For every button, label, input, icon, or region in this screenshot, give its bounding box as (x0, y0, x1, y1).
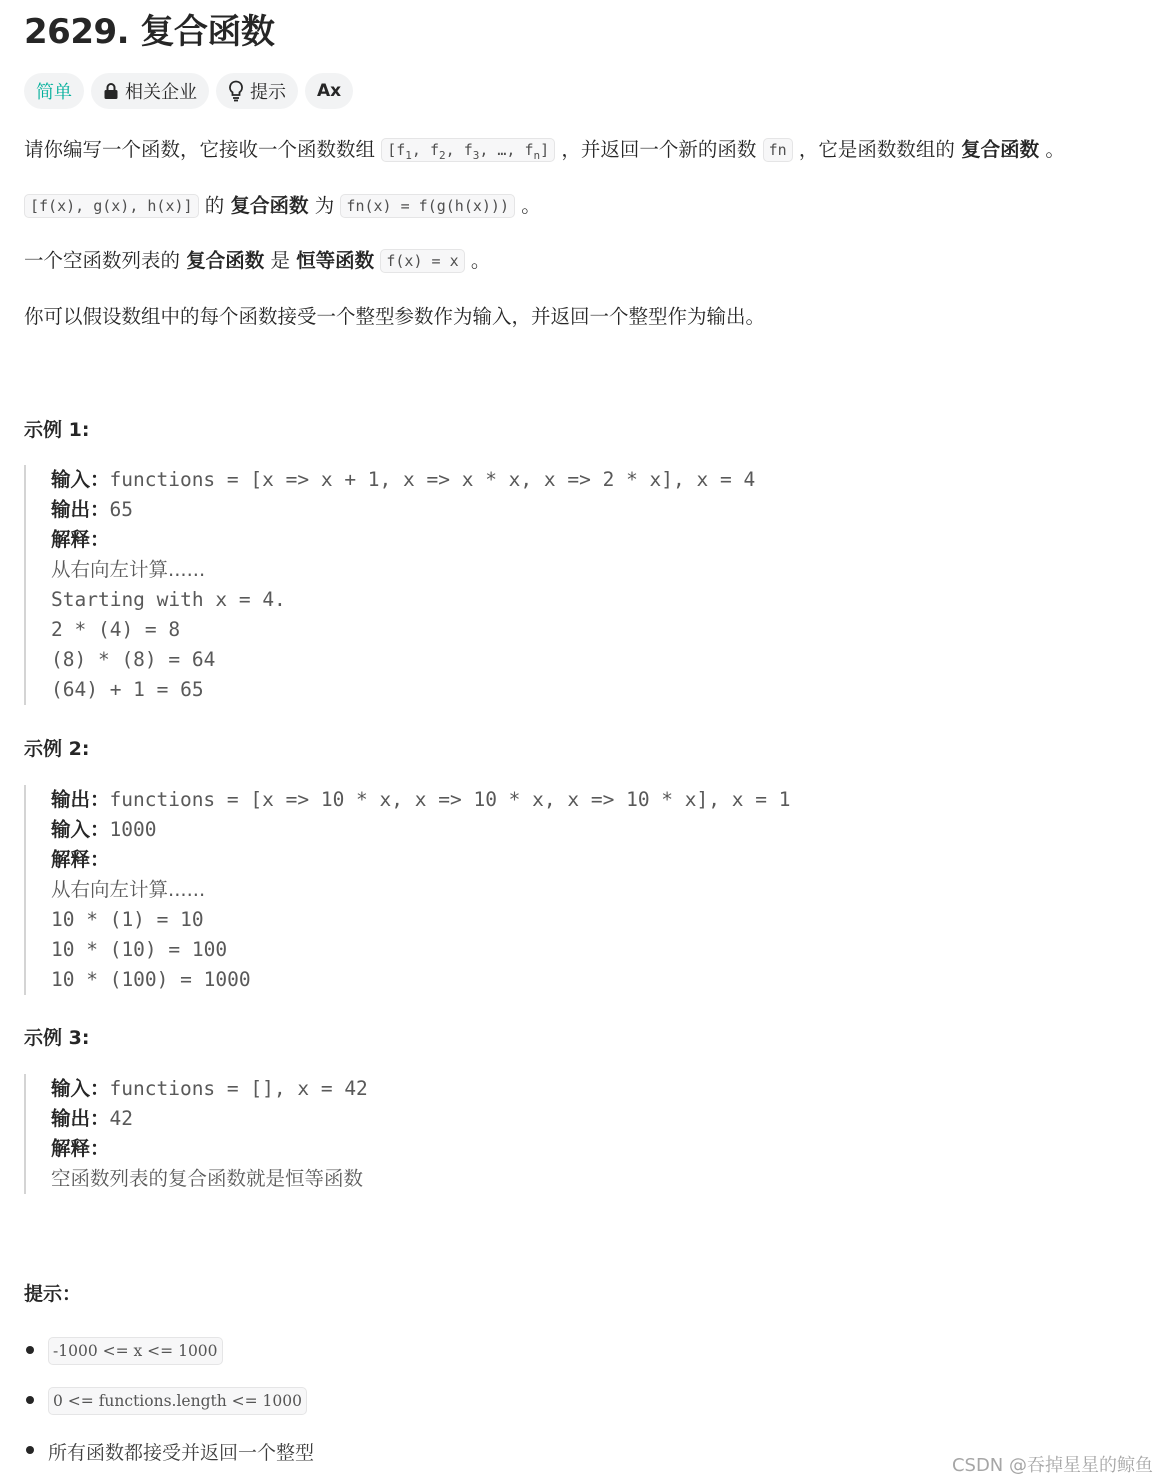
hint-code: -1000 <= x <= 1000 (48, 1337, 223, 1365)
bold-term: 复合函数 (961, 138, 1040, 161)
lightbulb-icon (228, 80, 244, 102)
desc-text: ，它是函数数组的 (798, 138, 955, 161)
input-label: 输出： (51, 788, 110, 811)
hints-heading: 提示： (24, 1283, 82, 1305)
hint-code: 0 <= functions.length <= 1000 (48, 1387, 307, 1415)
description-paragraph-1: 请你编写一个函数，它接收一个函数数组 [$f_1$, $f_2$, $f_3$, …, $f_n$] ，并返回一个新的函数 fn ，它是函数数组的 复合函数 。 (24, 138, 1065, 162)
explain-label: 解释： (51, 848, 110, 871)
hint-label: 提示 (250, 82, 286, 103)
example-2-block (24, 785, 790, 995)
explain-label: 解释： (51, 528, 110, 551)
input-label: 输入： (51, 468, 110, 491)
example-3-heading: 示例 3: (24, 1027, 90, 1049)
tag-bar (24, 73, 353, 109)
explain-line: 10 * (10) = 100 (51, 938, 228, 961)
explain-line: (8) * (8) = 64 (51, 648, 216, 671)
input-label: 输入： (51, 1077, 110, 1100)
bold-term: 恒等函数 (296, 249, 375, 272)
explain-line: 10 * (100) = 1000 (51, 968, 251, 991)
explain-line: Starting with x = 4. (51, 588, 286, 611)
bold-term: 复合函数 (230, 194, 309, 217)
output-label: 输出： (51, 1107, 110, 1130)
example-1-block (24, 465, 755, 705)
example-3-block (24, 1074, 368, 1194)
inline-code: [f(x), g(x), h(x)] (24, 194, 199, 218)
difficulty-tag[interactable] (24, 73, 84, 109)
example-2-heading: 示例 2: (24, 738, 90, 760)
bold-term: 复合函数 (186, 249, 265, 272)
description-paragraph-3: 一个空函数列表的 复合函数 是 恒等函数 f(x) = x 。 (24, 249, 491, 272)
difficulty-label: 简单 (36, 82, 72, 103)
explain-line: 从右向左计算...... (51, 878, 206, 901)
translate-icon: Ax (317, 81, 342, 101)
explain-label: 解释： (51, 1137, 110, 1160)
lock-icon (103, 82, 119, 100)
watermark: CSDN @吞掉星星的鲸鱼 (951, 1455, 1153, 1476)
hint-item (24, 1326, 314, 1376)
example-input: functions = [], x = 42 (109, 1077, 368, 1100)
inline-code: fn(x) = f(g(h(x))) (340, 194, 515, 218)
desc-text: 请你编写一个函数，它接收一个函数数组 (24, 138, 376, 161)
explain-line: 10 * (1) = 10 (51, 908, 204, 931)
companies-tag[interactable] (91, 73, 209, 109)
description-paragraph-4: 你可以假设数组中的每个函数接受一个整型参数作为输入，并返回一个整型作为输出。 (24, 305, 766, 328)
inline-code: fn (763, 138, 793, 162)
hint-item (24, 1376, 314, 1426)
example-output: 1000 (109, 818, 157, 841)
example-1-heading: 示例 1: (24, 419, 90, 441)
output-label: 输出： (51, 498, 110, 521)
desc-text: ，并返回一个新的函数 (561, 138, 757, 161)
problem-title: 2629. 复合函数 (24, 12, 275, 52)
inline-code: [$f_1$, $f_2$, $f_3$, …, $f_n$] (381, 138, 555, 162)
description-paragraph-2: [f(x), g(x), h(x)] 的 复合函数 为 fn(x) = f(g(h(x))) 。 (24, 191, 541, 221)
explain-line: (64) + 1 = 65 (51, 678, 204, 701)
example-output: 42 (109, 1107, 133, 1130)
companies-label: 相关企业 (125, 82, 197, 103)
inline-code: f(x) = x (380, 249, 464, 273)
example-input: functions = [x => 10 * x, x => 10 * x, x => 10 * x], x = 1 (109, 788, 791, 811)
hint-item (24, 1426, 314, 1476)
example-input: functions = [x => x + 1, x => x * x, x => 2 * x], x = 4 (109, 468, 756, 491)
hint-text: 所有函数都接受并返回一个整型 (48, 1441, 315, 1464)
translate-tag[interactable] (305, 73, 353, 109)
example-output: 65 (109, 498, 133, 521)
explain-line: 2 * (4) = 8 (51, 618, 181, 641)
explain-line: 空函数列表的复合函数就是恒等函数 (51, 1167, 364, 1190)
output-label: 输入： (51, 818, 110, 841)
hints-list (24, 1326, 314, 1476)
hint-tag[interactable] (216, 73, 298, 109)
explain-line: 从右向左计算...... (51, 558, 206, 581)
